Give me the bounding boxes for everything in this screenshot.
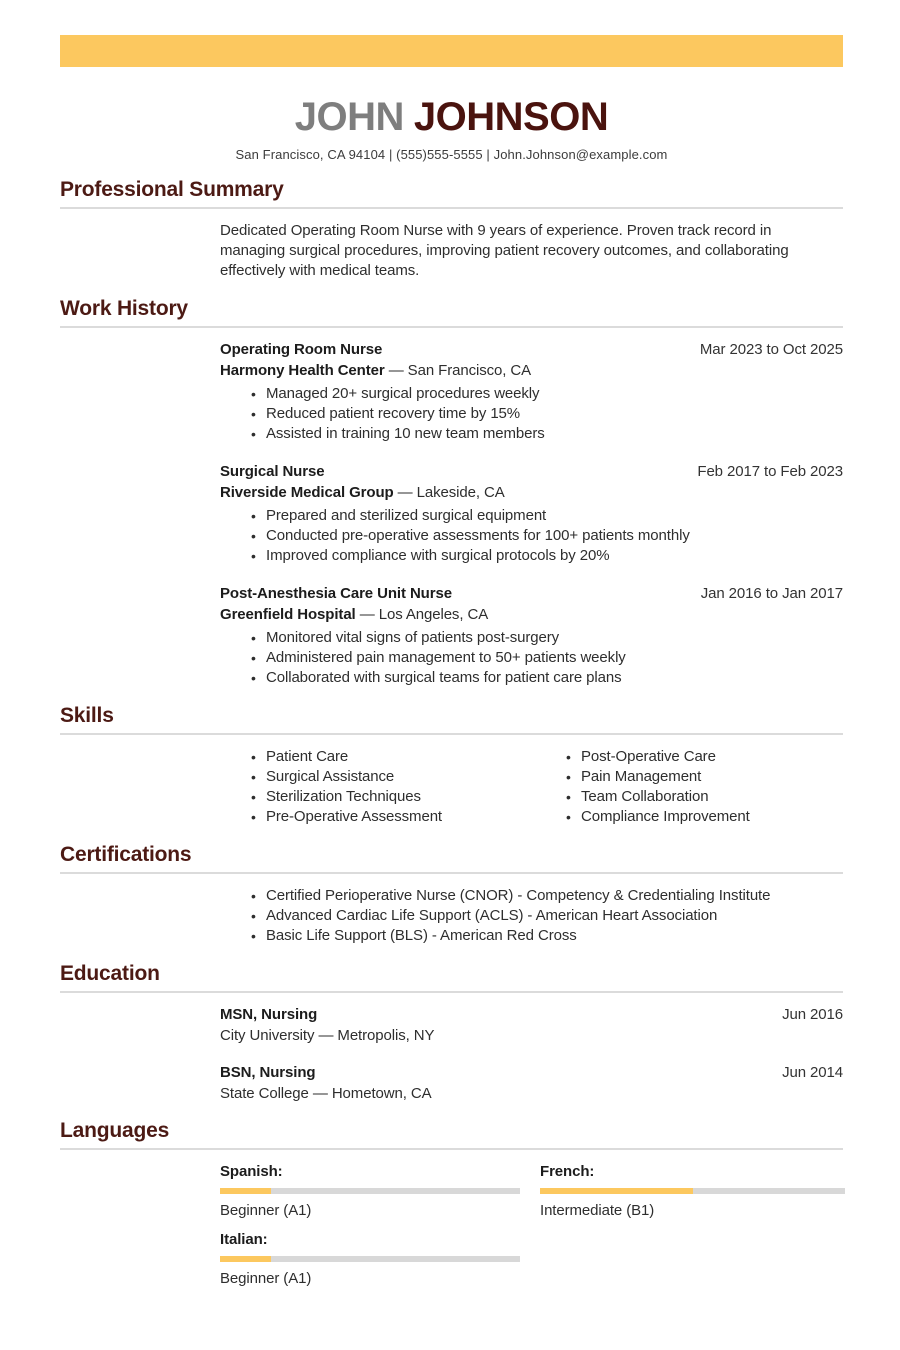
section-title-languages: Languages: [60, 1119, 843, 1150]
first-name: JOHN: [294, 95, 404, 139]
job-bullet: • Reduced patient recovery time by 15%: [250, 404, 843, 424]
language-label: French:: [540, 1163, 595, 1180]
skill-item: • Pre-Operative Assessment: [250, 807, 535, 827]
section-work-history: [60, 297, 843, 688]
job-bullet: • Conducted pre-operative assessments for 100+ patients monthly: [250, 526, 843, 546]
education-date: Jun 2016: [782, 1006, 843, 1023]
skills-column-2: [535, 747, 843, 827]
skill-item: • Patient Care: [250, 747, 535, 767]
certification-list: [220, 886, 843, 946]
dash-separator: —: [397, 484, 413, 501]
job-title: Surgical Nurse: [220, 463, 325, 480]
dash-separator: —: [318, 1027, 334, 1044]
dash-separator: —: [359, 606, 375, 623]
education-date: Jun 2014: [782, 1064, 843, 1081]
education-entry: [220, 1063, 843, 1103]
section-title-professional-summary: Professional Summary: [60, 178, 843, 209]
degree: BSN, Nursing: [220, 1064, 316, 1081]
job-title: Operating Room Nurse: [220, 341, 383, 358]
job-entry: [220, 340, 843, 444]
language-progress-fill: [220, 1256, 271, 1262]
language-progress-bar: [540, 1188, 845, 1194]
accent-bar: [60, 35, 843, 67]
resume-header: [60, 95, 843, 162]
section-education: [60, 962, 843, 1103]
school-location: Metropolis, NY: [337, 1027, 435, 1044]
section-certifications: [60, 843, 843, 946]
skill-item: • Sterilization Techniques: [250, 787, 535, 807]
job-bullet: • Improved compliance with surgical protocols by 20%: [250, 546, 843, 566]
certification-item: • Basic Life Support (BLS) - American Red Cross: [250, 926, 843, 946]
section-title-education: Education: [60, 962, 843, 993]
skill-item: • Pain Management: [565, 767, 843, 787]
job-bullet: • Monitored vital signs of patients post-surgery: [250, 628, 843, 648]
language-item: [540, 1162, 845, 1220]
job-location: Los Angeles, CA: [378, 606, 489, 623]
education-entry: [220, 1005, 843, 1045]
section-professional-summary: [60, 178, 843, 281]
job-entry: [220, 584, 843, 688]
language-progress-bar: [220, 1188, 520, 1194]
candidate-name: [60, 95, 843, 139]
languages-grid: [220, 1162, 843, 1288]
section-skills: [60, 704, 843, 827]
job-entry: [220, 462, 843, 566]
school-location: Hometown, CA: [331, 1085, 432, 1102]
certification-item: • Advanced Cardiac Life Support (ACLS) - American Heart Association: [250, 906, 843, 926]
company-name: Riverside Medical Group: [220, 484, 394, 501]
language-item: [220, 1162, 520, 1220]
summary-text: Dedicated Operating Room Nurse with 9 years of experience. Proven track record in managing surgical procedures, improving patient recovery outcomes, and collaborating effectively with medical teams.: [220, 222, 789, 279]
school-name: City University: [220, 1027, 315, 1044]
skills-column-1: [220, 747, 535, 827]
language-item: [220, 1230, 520, 1288]
job-location: San Francisco, CA: [407, 362, 532, 379]
job-bullet-list: [220, 628, 843, 688]
section-languages: [60, 1119, 843, 1288]
job-dates: Jan 2016 to Jan 2017: [700, 585, 843, 602]
job-bullet-list: [220, 506, 843, 566]
section-title-skills: Skills: [60, 704, 843, 735]
company-name: Greenfield Hospital: [220, 606, 356, 623]
section-title-certifications: Certifications: [60, 843, 843, 874]
company-name: Harmony Health Center: [220, 362, 385, 379]
skill-item: • Surgical Assistance: [250, 767, 535, 787]
school-name: State College: [220, 1085, 309, 1102]
language-level: Intermediate (B1): [540, 1202, 655, 1219]
language-label: Italian:: [220, 1231, 268, 1248]
job-bullet: • Collaborated with surgical teams for patient care plans: [250, 668, 843, 688]
job-bullet-list: [220, 384, 843, 444]
job-title: Post-Anesthesia Care Unit Nurse: [220, 585, 452, 602]
language-progress-fill: [220, 1188, 271, 1194]
job-bullet: • Prepared and sterilized surgical equipment: [250, 506, 843, 526]
section-title-work-history: Work History: [60, 297, 843, 328]
language-level: Beginner (A1): [220, 1202, 312, 1219]
contact-line: San Francisco, CA 94104 | (555)555-5555 | John.Johnson@example.com: [235, 147, 668, 162]
skill-item: • Team Collaboration: [565, 787, 843, 807]
job-dates: Feb 2017 to Feb 2023: [697, 463, 843, 480]
job-location: Lakeside, CA: [416, 484, 505, 501]
job-dates: Mar 2023 to Oct 2025: [699, 341, 843, 358]
dash-separator: —: [312, 1085, 328, 1102]
language-label: Spanish:: [220, 1163, 283, 1180]
last-name: JOHNSON: [413, 95, 609, 139]
degree: MSN, Nursing: [220, 1006, 318, 1023]
language-progress-bar: [220, 1256, 520, 1262]
job-bullet: • Assisted in training 10 new team members: [250, 424, 843, 444]
job-bullet: • Administered pain management to 50+ patients weekly: [250, 648, 843, 668]
language-level: Beginner (A1): [220, 1270, 312, 1287]
skill-item: • Post-Operative Care: [565, 747, 843, 767]
job-bullet: • Managed 20+ surgical procedures weekly: [250, 384, 843, 404]
dash-separator: —: [388, 362, 404, 379]
certification-item: • Certified Perioperative Nurse (CNOR) - Competency & Credentialing Institute: [250, 886, 843, 906]
skills-grid: [220, 747, 843, 827]
language-progress-fill: [540, 1188, 693, 1194]
skill-item: • Compliance Improvement: [565, 807, 843, 827]
